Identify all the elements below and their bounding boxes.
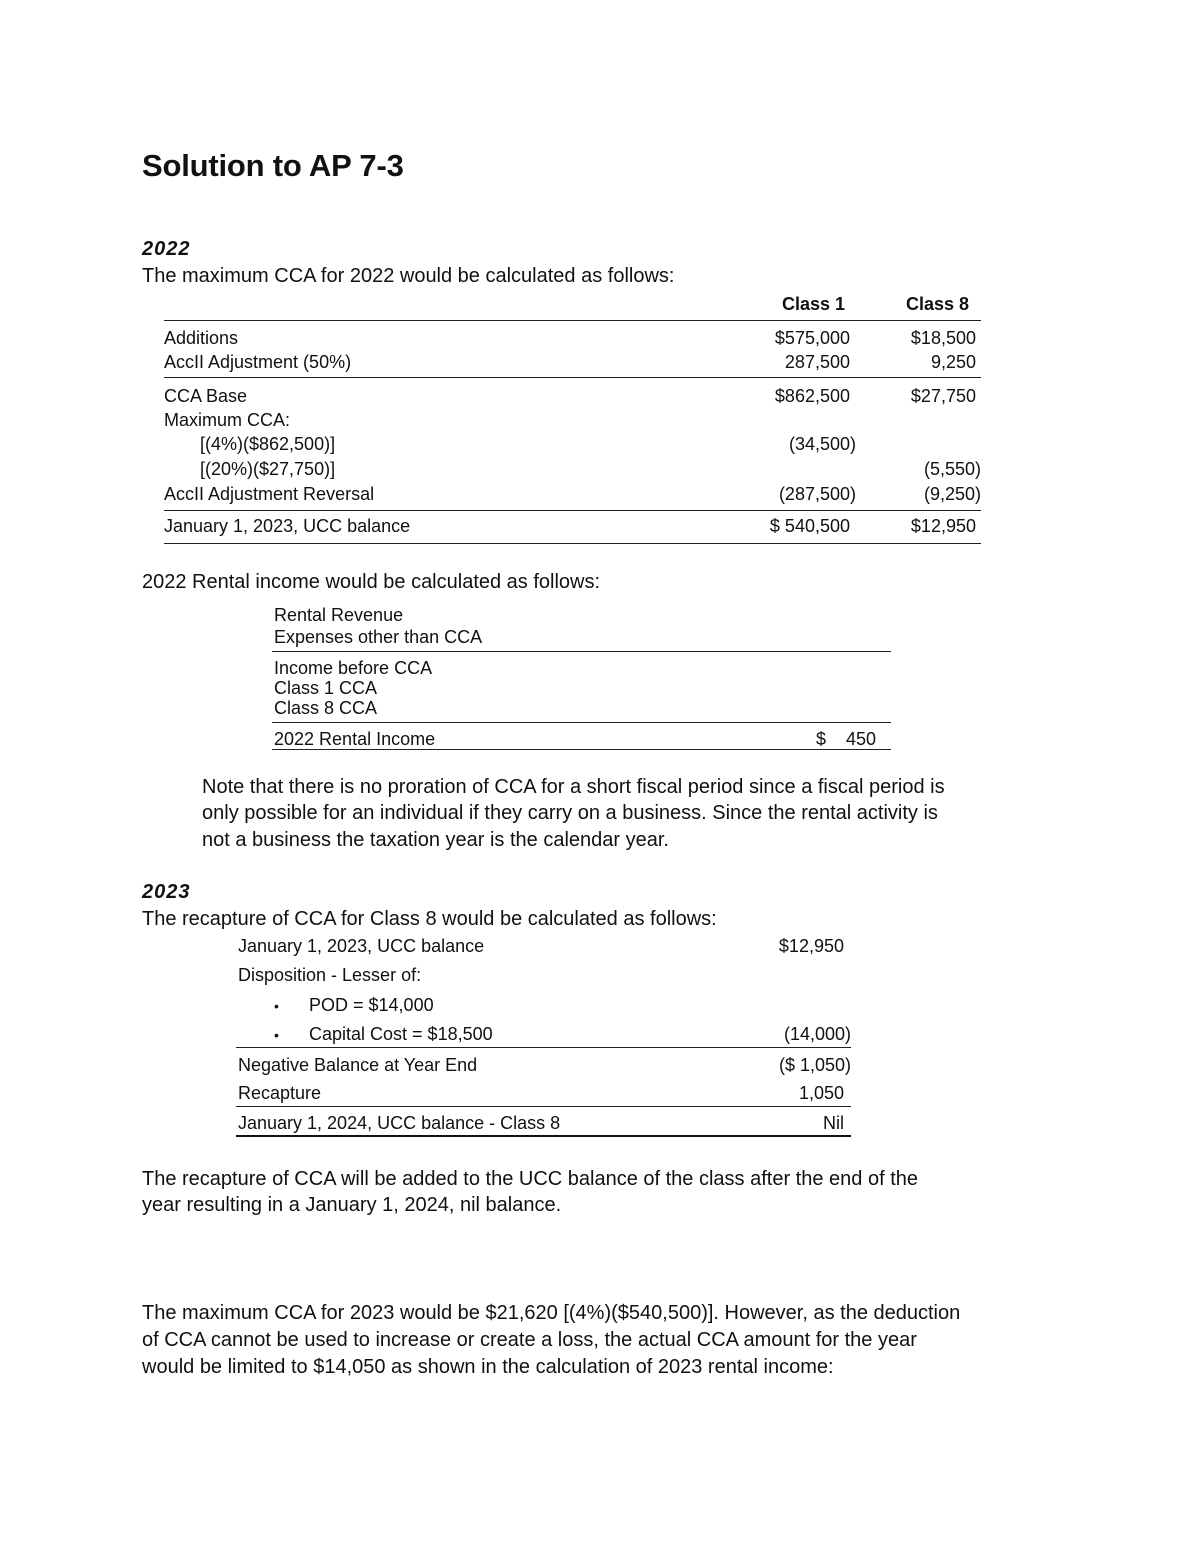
page-title: Solution to AP 7-3: [142, 148, 404, 183]
row-value: 1,050: [798, 1083, 844, 1103]
row-label: Capital Cost = $18,500: [309, 1024, 493, 1044]
class-8-value: $12,950: [910, 516, 976, 536]
row-label: Rental Revenue: [274, 605, 404, 625]
row-label-class-1-formula: [(4%)($862,500)]: [200, 434, 336, 454]
class-8-value: (9,250): [923, 484, 981, 504]
table-rule: [272, 651, 891, 652]
table-rule: [164, 510, 981, 511]
row-label: Class 1 CCA: [274, 678, 378, 698]
row-value: ($ 1,050): [778, 1055, 851, 1075]
table-rule: [272, 749, 891, 750]
note-line: year resulting in a January 1, 2024, nil balance.: [142, 1194, 562, 1216]
recapture-intro: The recapture of CCA for Class 8 would be calculated as follows:: [142, 908, 717, 930]
bullet-icon: •: [274, 998, 279, 1014]
row-label: Negative Balance at Year End: [238, 1055, 478, 1075]
table-rule: [236, 1047, 851, 1048]
row-value: $12,950: [778, 936, 844, 956]
class-8-value: 9,250: [930, 352, 976, 372]
class-8-value: (5,550): [923, 459, 981, 479]
row-label-rental-income: 2022 Rental Income: [274, 729, 436, 749]
paragraph-line: of CCA cannot be used to increase or create a loss, the actual CCA amount for the year: [142, 1329, 917, 1351]
note-line: The recapture of CCA will be added to the UCC balance of the class after the end of the: [142, 1168, 919, 1190]
table-rule: [164, 543, 981, 544]
row-label: Expenses other than CCA: [274, 627, 483, 647]
class-1-value: $ 540,500: [769, 516, 850, 536]
note-line: only possible for an individual if they carry on a business. Since the rental activity is: [202, 802, 938, 824]
row-label-cca-base: CCA Base: [164, 386, 248, 406]
rental-income-value: $ 450: [816, 729, 877, 749]
row-label-ucc-balance-2023: January 1, 2023, UCC balance: [164, 516, 411, 536]
table-rule-double: [236, 1135, 851, 1137]
table-rule: [164, 320, 981, 321]
bullet-icon: •: [274, 1027, 279, 1043]
row-value: (14,000): [783, 1024, 851, 1044]
row-label: Class 8 CCA: [274, 698, 378, 718]
row-label-maximum-cca: Maximum CCA:: [164, 410, 291, 430]
year-heading-2023: 2023: [142, 881, 191, 903]
row-label: Recapture: [238, 1083, 322, 1103]
row-label-accii-reversal: AccII Adjustment Reversal: [164, 484, 375, 504]
table-rule: [272, 722, 891, 723]
table-rule: [236, 1106, 851, 1107]
row-label: Income before CCA: [274, 658, 433, 678]
column-header-class-8: Class 8: [906, 294, 970, 314]
row-label-accii-adjustment: AccII Adjustment (50%): [164, 352, 352, 372]
row-label: January 1, 2023, UCC balance: [238, 936, 485, 956]
row-label-additions: Additions: [164, 328, 239, 348]
class-1-value: $862,500: [774, 386, 850, 406]
class-1-value: (287,500): [778, 484, 856, 504]
column-header-class-1: Class 1: [782, 294, 846, 314]
paragraph-line: would be limited to $14,050 as shown in the calculation of 2023 rental income:: [142, 1356, 834, 1378]
cca-2022-intro: The maximum CCA for 2022 would be calculated as follows:: [142, 265, 675, 287]
class-8-value: $27,750: [910, 386, 976, 406]
table-rule: [164, 377, 981, 378]
row-label: POD = $14,000: [309, 995, 434, 1015]
row-value: Nil: [823, 1113, 844, 1133]
note-line: not a business the taxation year is the calendar year.: [202, 829, 669, 851]
class-1-value: (34,500): [788, 434, 856, 454]
row-label-class-8-formula: [(20%)($27,750)]: [200, 459, 336, 479]
year-heading-2022: 2022: [142, 238, 191, 260]
class-8-value: $18,500: [910, 328, 976, 348]
class-1-value: $575,000: [774, 328, 850, 348]
row-label: Disposition - Lesser of:: [238, 965, 422, 985]
rental-2022-intro: 2022 Rental income would be calculated as follows:: [142, 571, 601, 593]
paragraph-line: The maximum CCA for 2023 would be $21,620 [(4%)($540,500)]. However, as the deduction: [142, 1302, 961, 1324]
note-line: Note that there is no proration of CCA for a short fiscal period since a fiscal period is: [202, 776, 945, 798]
class-1-value: 287,500: [784, 352, 850, 372]
row-label: January 1, 2024, UCC balance - Class 8: [238, 1113, 561, 1133]
